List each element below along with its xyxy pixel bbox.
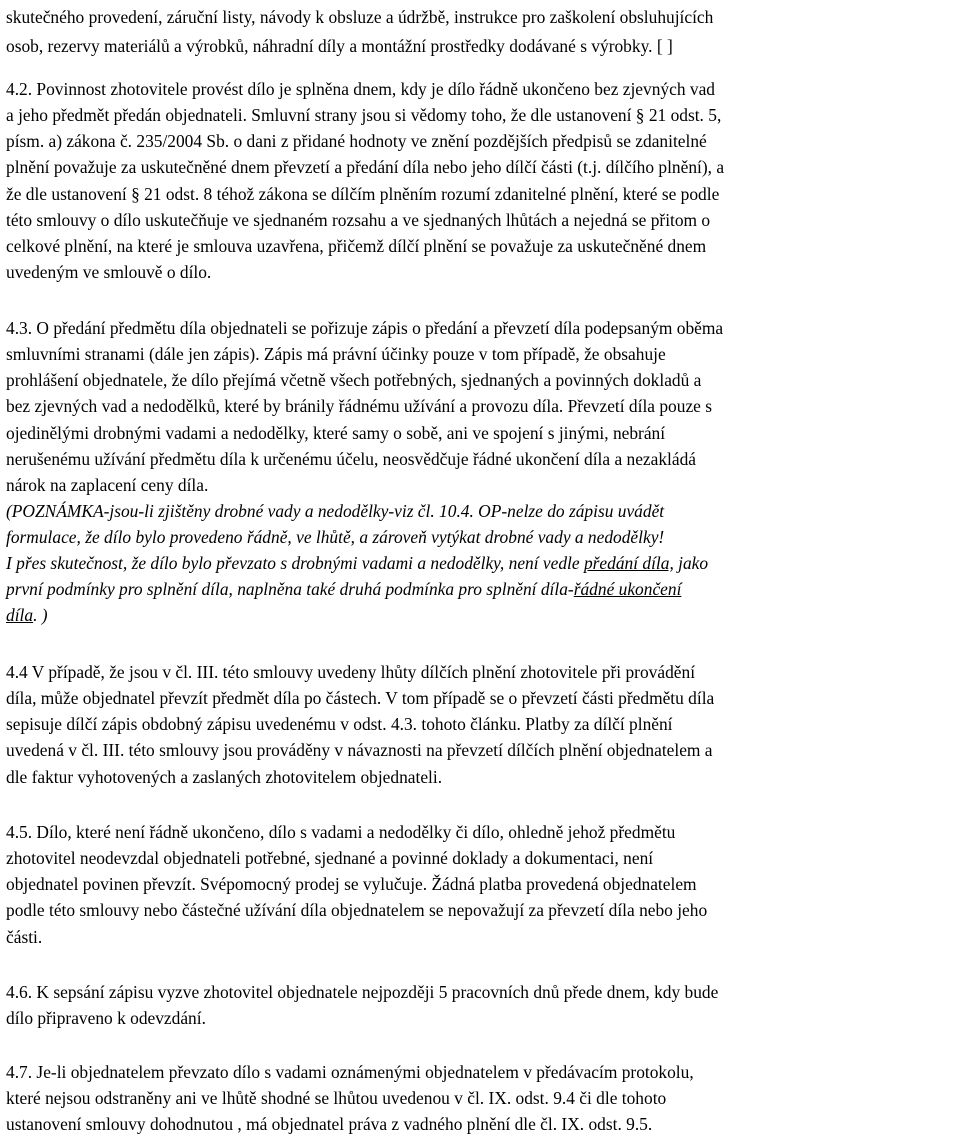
text-line: plnění považuje za uskutečněné dnem převzetí a předání díla nebo jeho dílčí části (t.j. dílčího plnění), a [6,157,725,177]
note-text: jako [673,553,709,573]
text-line: dle faktur vyhotovených a zaslaných zhotovitelem objednateli. [6,767,443,787]
text-line: celkové plnění, na které je smlouva uzavřena, přičemž dílčí plnění se považuje za uskutečněné dnem [6,236,707,256]
note-line [6,553,708,573]
note-underlined-text: předání díla, [583,553,674,573]
text-line: uvedená v čl. III. této smlouvy jsou prováděny v návaznosti na převzetí dílčích plnění objednatelem a [6,740,713,760]
text-line: skutečného provedení, záruční listy, návody k obsluze a údržbě, instrukce pro zaškolení obsluhujících [6,7,714,27]
text-line: nerušenému užívání předmětu díla k určenému účelu, neosvědčuje řádné ukončení díla a nezakládá [6,449,697,469]
text-line: této smlouvy o dílo uskutečňuje ve sjednaném rozsahu a ve sjednaných lhůtách a nejedná se přitom o [6,210,711,230]
text-line: osob, rezervy materiálů a výrobků, náhradní díly a montážní prostředky dodávané s výrobky. [ ] [6,36,673,56]
note-underlined-text: řádné ukončení [573,579,682,599]
text-line: bez zjevných vad a nedodělků, které by bránily řádnému užívání a provozu díla. Převzetí díla pouze s [6,396,712,416]
text-line: 4.5. Dílo, které není řádně ukončeno, dílo s vadami a nedodělky či dílo, ohledně jehož předmětu [6,822,676,842]
text-line: díla, může objednatel převzít předmět díla po částech. V tom případě se o převzetí části předmětu díla [6,688,715,708]
text-line: sepisuje dílčí zápis obdobný zápisu uvedenému v odst. 4.3. tohoto článku. Platby za dílčí plnění [6,714,673,734]
text-line: ustanovení smlouvy dohodnutou , má objednatel práva z vadného plnění dle čl. IX. odst. 9.5. [6,1114,653,1134]
text-line: zhotovitel neodevzdal objednateli potřebné, sjednané a povinné doklady a dokumentaci, není [6,848,654,868]
text-line: 4.2. Povinnost zhotovitele provést dílo je splněna dnem, kdy je dílo řádně ukončeno bez zjevných vad [6,79,715,99]
text-line: podle této smlouvy nebo částečné užívání díla objednatelem se nepovažují za převzetí díla nebo jeho [6,900,708,920]
text-line: smluvními stranami (dále jen zápis). Zápis má právní účinky pouze v tom případě, že obsahuje [6,344,666,364]
text-line: písm. a) zákona č. 235/2004 Sb. o dani z přidané hodnoty ve znění pozdějších předpisů se zdanitelné [6,131,707,151]
note-text: I přes skutečnost, že dílo bylo převzato s drobnými vadami a nedodělky, není vedle [6,553,584,573]
note-line: (POZNÁMKA-jsou-li zjištěny drobné vady a nedodělky-viz čl. 10.4. OP-nelze do zápisu uvádět [6,501,665,521]
note-line [6,605,48,625]
note-text: první podmínky pro splnění díla, naplněna také druhá podmínka pro splnění díla- [6,579,574,599]
text-line: dílo připraveno k odevzdání. [6,1008,206,1028]
text-line: 4.3. O předání předmětu díla objednateli se pořizuje zápis o předání a převzetí díla podepsaným oběma [6,318,724,338]
text-line: části. [6,927,43,947]
text-line: ojedinělými drobnými vadami a nedodělky, které samy o sobě, ani ve spojení s jinými, nebrání [6,423,666,443]
note-text: . ) [33,605,48,625]
note-line: formulace, že dílo bylo provedeno řádně, ve lhůtě, a zároveň vytýkat drobné vady a nedodělky! [6,527,665,547]
text-line: které nejsou odstraněny ani ve lhůtě shodné se lhůtou uvedenou v čl. IX. odst. 9.4 či dle tohoto [6,1088,667,1108]
text-line: nárok na zaplacení ceny díla. [6,475,209,495]
text-line: 4.4 V případě, že jsou v čl. III. této smlouvy uvedeny lhůty dílčích plnění zhotovitele při provádění [6,662,696,682]
text-line: prohlášení objednatele, že dílo přejímá včetně všech potřebných, sjednaných a povinných dokladů a [6,370,702,390]
text-line: uvedeným ve smlouvě o dílo. [6,262,212,282]
text-line: objednatel povinen převzít. Svépomocný prodej se vylučuje. Žádná platba provedená objednatelem [6,874,697,894]
note-underlined-text: díla [6,605,34,625]
note-line [6,579,681,599]
text-line: že dle ustanovení § 21 odst. 8 téhož zákona se dílčím plněním rozumí zdanitelné plnění, které se podle [6,184,720,204]
text-line: 4.6. K sepsání zápisu vyzve zhotovitel objednatele nejpozději 5 pracovních dnů přede dnem, kdy bude [6,982,719,1002]
text-line: 4.7. Je-li objednatelem převzato dílo s vadami oznámenými objednatelem v předávacím protokolu, [6,1062,694,1082]
text-line: a jeho předmět předán objednateli. Smluvní strany jsou si vědomy toho, že dle ustanovení § 21 odst. 5, [6,105,722,125]
